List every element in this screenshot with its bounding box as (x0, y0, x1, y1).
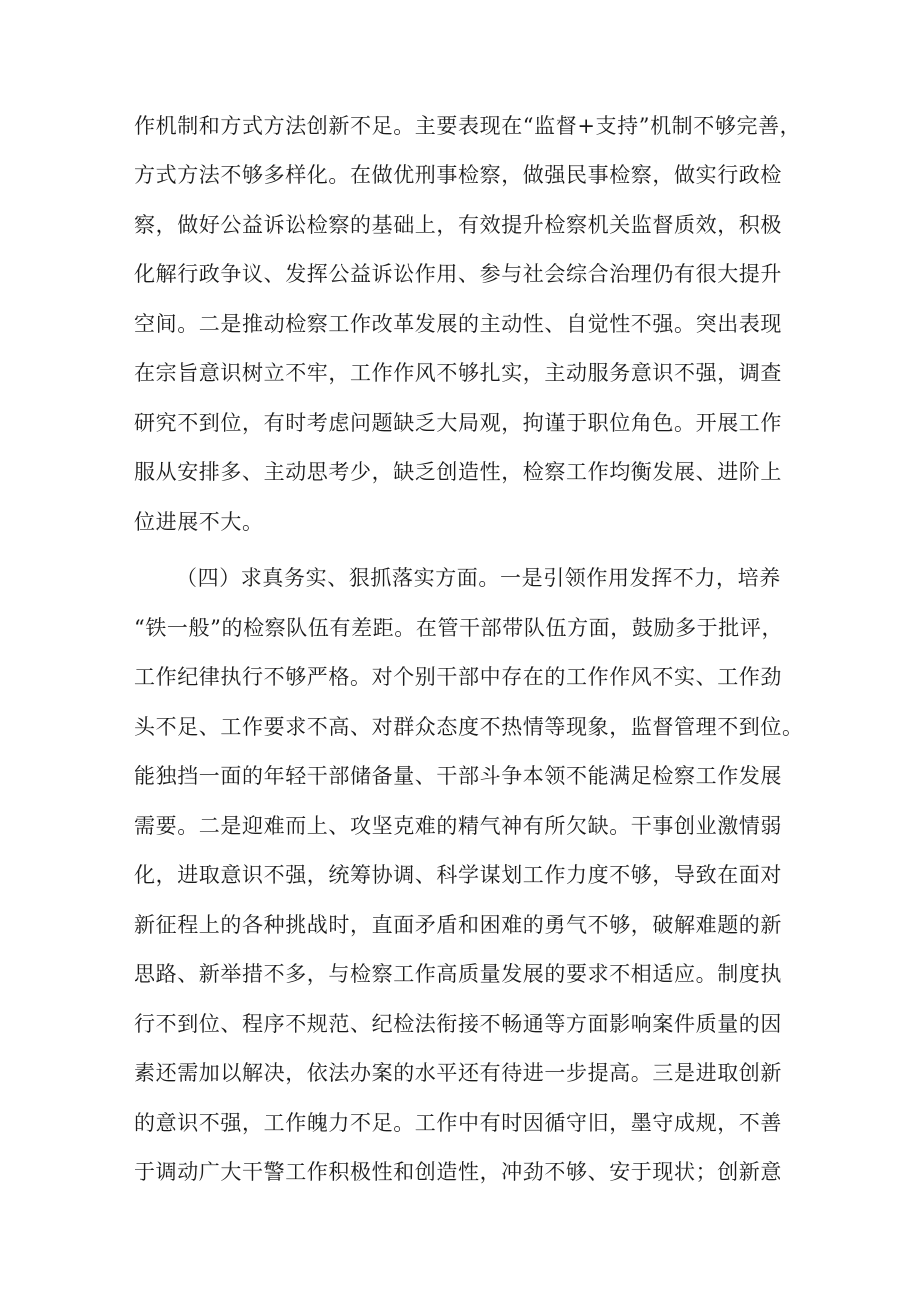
paragraph1-line-3: 察，做好公益诉讼检察的基础上，有效提升检察机关监督质效，积极 (134, 213, 782, 237)
paragraph2-line-10: 行不到位、程序不规范、纪检法衔接不畅通等方面影响案件质量的因 (134, 1012, 782, 1036)
paragraph2-line-7: 化，进取意识不强，统筹协调、科学谋划工作力度不够，导致在面对 (134, 863, 782, 887)
paragraph2-line-3: 工作纪律执行不够严格。对个别干部中存在的工作作风不实、工作劲 (134, 665, 782, 689)
paragraph1-line-2: 方式方法不够多样化。在做优刑事检察，做强民事检察，做实行政检 (134, 163, 782, 187)
paragraph1-line-8: 服从安排多、主动思考少，缺乏创造性，检察工作均衡发展、进阶上 (134, 460, 782, 484)
paragraph2-line-5: 能独挡一面的年轻干部储备量、干部斗争本领不能满足检察工作发展 (134, 764, 782, 788)
paragraph1-line-9: 位进展不大。 (134, 510, 264, 534)
paragraph2-line-8: 新征程上的各种挑战时，直面矛盾和困难的勇气不够，破解难题的新 (134, 913, 782, 937)
paragraph1-line-4: 化解行政争议、发挥公益诉讼作用、参与社会综合治理仍有很大提升 (134, 262, 782, 286)
paragraph2-line-11: 素还需加以解决，依法办案的水平还有待进一步提高。三是进取创新 (134, 1061, 782, 1085)
paragraph2-line-12: 的意识不强，工作魄力不足。工作中有时因循守旧，墨守成规，不善 (134, 1111, 782, 1135)
paragraph1-line-7: 研究不到位，有时考虑问题缺乏大局观，拘谨于职位角色。开展工作 (134, 411, 782, 435)
paragraph2-line-9: 思路、新举措不多，与检察工作高质量发展的要求不相适应。制度执 (134, 962, 782, 986)
paragraph1-line-5: 空间。二是推动检察工作改革发展的主动性、自觉性不强。突出表现 (134, 312, 782, 336)
paragraph2-line-1: （四）求真务实、狠抓落实方面。一是引领作用发挥不力，培养 (176, 566, 781, 590)
paragraph2-line-2: “铁一般”的检察队伍有差距。在管干部带队伍方面，鼓励多于批评， (134, 616, 784, 640)
paragraph2-line-6: 需要。二是迎难而上、攻坚克难的精气神有所欠缺。干事创业激情弱 (134, 814, 782, 838)
paragraph2-line-13: 于调动广大干警工作积极性和创造性，冲劲不够、安于现状；创新意 (134, 1160, 782, 1184)
paragraph2-line-4: 头不足、工作要求不高、对群众态度不热情等现象，监督管理不到位。 (134, 715, 804, 739)
paragraph1-line-1: 作机制和方式方法创新不足。主要表现在“监督+支持”机制不够完善， (134, 114, 802, 138)
paragraph1-line-6: 在宗旨意识树立不牢，工作作风不够扎实，主动服务意识不强，调查 (134, 361, 782, 385)
